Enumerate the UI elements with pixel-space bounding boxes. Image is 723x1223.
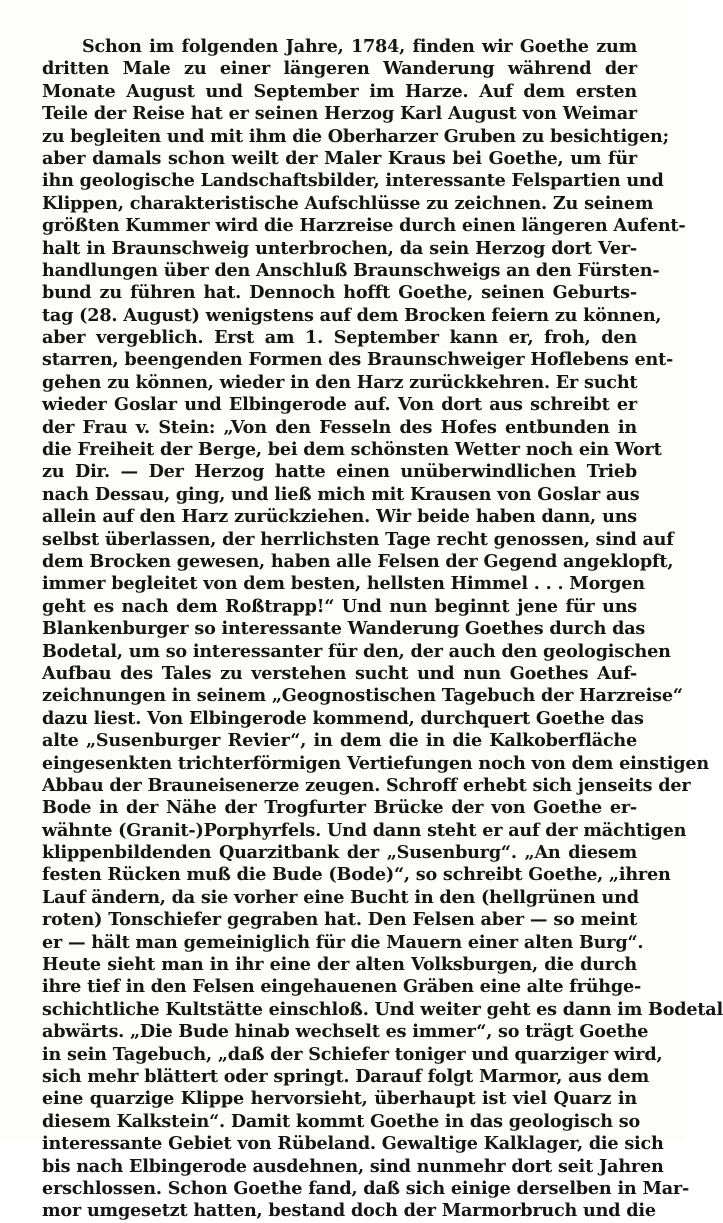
text-line: Teile der Reise hat er seinen Herzog Karl August von Weimar xyxy=(42,103,637,125)
text-line: Bodetal, um so interessanter für den, der auch den geologischen xyxy=(42,640,671,662)
text-line: dem Brocken gewesen, haben alle Felsen der Gegend angeklopft, xyxy=(42,550,674,572)
text-line: bis nach Elbingerode ausdehnen, sind nunmehr dort seit Jahren xyxy=(42,1155,664,1177)
text-line: sich mehr blättert oder springt. Darauf folgt Marmor, aus dem xyxy=(42,1065,650,1087)
text-line: abwärts. „Die Bude hinab wechselt es immer“, so trägt Goethe xyxy=(42,1021,649,1043)
text-line: aber damals schon weilt der Maler Kraus bei Goethe, um für xyxy=(42,147,637,169)
text-line: zu Dir. — Der Herzog hatte einen unüberwindlichen Trieb xyxy=(42,461,637,483)
text-line: Lauf ändern, da sie vorher eine Bucht in den (hellgrünen und xyxy=(42,886,639,908)
text-line: Abbau der Brauneisenerze zeugen. Schroff erhebt sich jenseits der xyxy=(42,774,691,796)
text-line: aber vergeblich. Erst am 1. September kann er, froh, den xyxy=(42,327,637,349)
text-line: klippenbildenden Quarzitbank der „Susenburg“. „An diesem xyxy=(42,842,637,864)
text-line: eingesenkten trichterförmigen Vertiefungen noch von dem einstigen xyxy=(42,752,709,774)
text-line: gehen zu können, wieder in den Harz zurückkehren. Er sucht xyxy=(42,371,638,393)
text-line: dazu liest. Von Elbingerode kommend, durchquert Goethe das xyxy=(42,707,644,729)
text-line: dritten Male zu einer längeren Wanderung während der xyxy=(42,58,637,80)
text-line: nach Dessau, ging, und ließ mich mit Krausen von Goslar aus xyxy=(42,483,640,505)
text-line: bund zu führen hat. Dennoch hofft Goethe, seinen Geburts- xyxy=(42,282,637,304)
text-line: alte „Susenburger Revier“, in dem die in die Kalkoberfläche xyxy=(42,730,637,752)
text-line: Monate August und September im Harze. Auf dem ersten xyxy=(42,80,637,102)
text-line: interessante Gebiet von Rübeland. Gewaltige Kalklager, die sich xyxy=(42,1133,664,1155)
text-line: starren, beengenden Formen des Braunschweiger Hoflebens ent- xyxy=(42,349,674,371)
text-line: wieder Goslar und Elbingerode auf. Von dort aus schreibt er xyxy=(42,394,637,416)
text-line: festen Rücken muß die Bude (Bode)“, so schreibt Goethe, „ihren xyxy=(42,864,671,886)
text-line: geht es nach dem Roßtrapp!“ Und nun beginnt jene für uns xyxy=(42,595,637,617)
text-line: ihre tief in den Felsen eingehauenen Gräben eine alte frühge- xyxy=(42,976,642,998)
text-line: Blankenburger so interessante Wanderung Goethes durch das xyxy=(42,618,646,640)
text-line: diesem Kalkstein“. Damit kommt Goethe in das geologisch so xyxy=(42,1110,641,1132)
text-line: schichtliche Kultstätte einschloß. Und weiter geht es dann im Bodetal xyxy=(42,998,723,1020)
text-line: halt in Braunschweig unterbrochen, da sein Herzog dort Ver- xyxy=(42,237,637,259)
text-line: die Freiheit der Berge, bei dem schönsten Wetter noch ein Wort xyxy=(42,439,662,461)
text-line: wähnte (Granit-)Porphyrfels. Und dann steht er auf der mächtigen xyxy=(42,819,687,841)
text-line: tag (28. August) wenigstens auf dem Brocken feiern zu können, xyxy=(42,304,662,326)
text-line: größten Kummer wird die Harzreise durch einen längeren Aufent- xyxy=(42,215,686,237)
text-line: eine quarzige Klippe hervorsieht, überhaupt ist viel Quarz in xyxy=(42,1088,637,1110)
text-line: zu begleiten und mit ihm die Oberharzer Gruben zu besichtigen; xyxy=(42,125,669,147)
text-line: erschlossen. Schon Goethe fand, daß sich einige derselben in Mar- xyxy=(42,1177,690,1199)
text-line: ihn geologische Landschaftsbilder, interessante Felspartien und xyxy=(42,170,664,192)
text-line: Schon im folgenden Jahre, 1784, finden wir Goethe zum xyxy=(82,36,637,57)
body-text xyxy=(42,36,723,1223)
text-line: Heute sieht man in ihr eine der alten Volksburgen, die durch xyxy=(42,954,637,976)
text-line: in sein Tagebuch, „daß der Schiefer toniger und quarziger wird, xyxy=(42,1043,663,1065)
text-line: zeichnungen in seinem „Geognostischen Tagebuch der Harzreise“ xyxy=(42,685,683,707)
text-line: mor umgesetzt hatten, bestand doch der Marmorbruch und die xyxy=(42,1200,656,1222)
text-line: der Frau v. Stein: „Von den Fesseln des Hofes entbunden in xyxy=(42,416,637,438)
text-line: Bode in der Nähe der Trogfurter Brücke der von Goethe er- xyxy=(42,797,637,819)
text-line: handlungen über den Anschluß Braunschweigs an den Fürsten- xyxy=(42,259,660,281)
text-line: roten) Tonschiefer gegraben hat. Den Felsen aber — so meint xyxy=(42,909,637,931)
text-line: immer begleitet von dem besten, hellsten Himmel . . . Morgen xyxy=(42,573,645,595)
text-line: allein auf den Harz zurückziehen. Wir beide haben dann, uns xyxy=(42,506,637,528)
text-line: Klippen, charakteristische Aufschlüsse zu zeichnen. Zu seinem xyxy=(42,192,654,214)
text-line: selbst überlassen, der herrlichsten Tage recht genossen, sind auf xyxy=(42,528,674,550)
text-line: Aufbau des Tales zu verstehen sucht und nun Goethes Auf- xyxy=(42,662,637,684)
text-line: er — hält man gemeiniglich für die Mauern einer alten Burg“. xyxy=(42,931,644,953)
